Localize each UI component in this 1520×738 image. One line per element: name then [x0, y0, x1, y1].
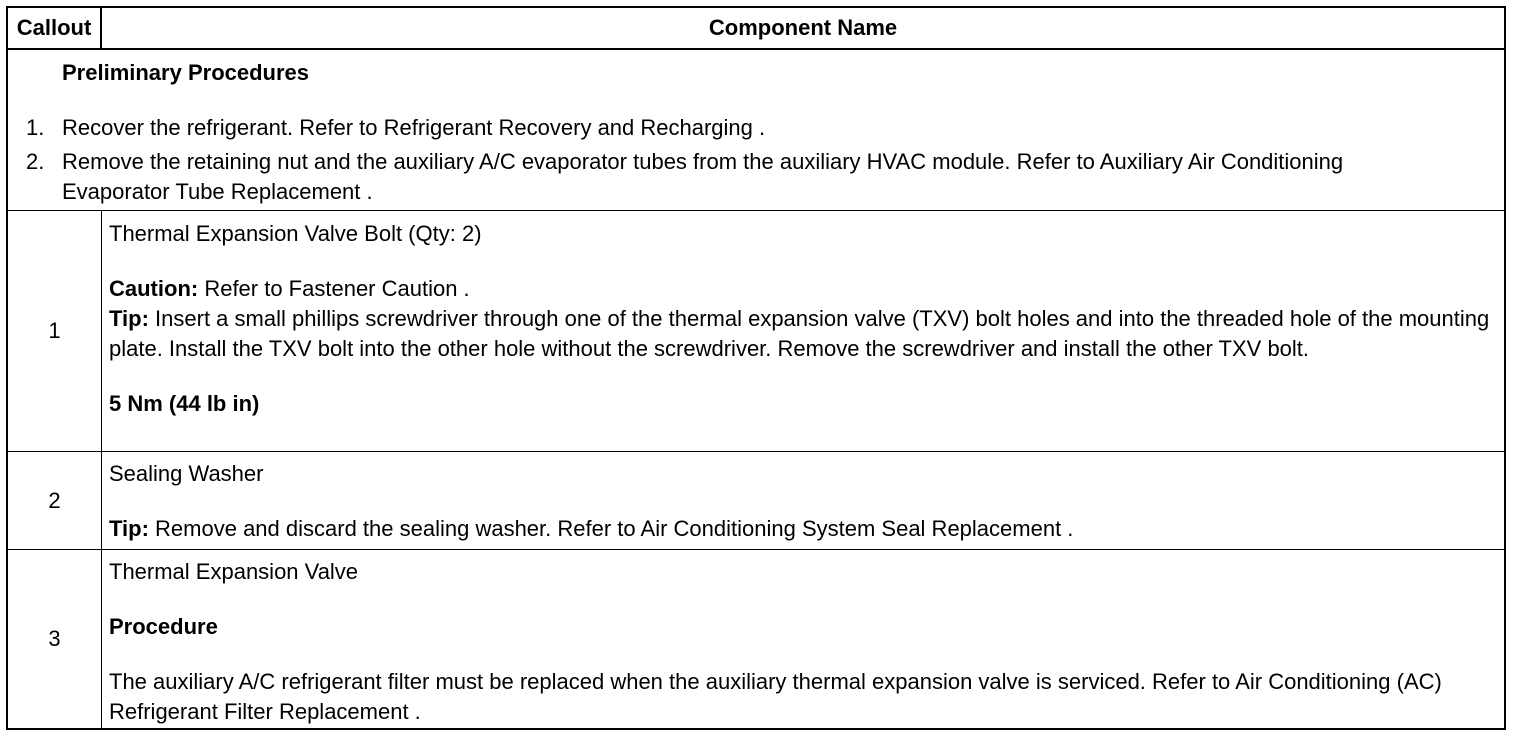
procedure-label: Procedure [109, 614, 218, 639]
component-cell [102, 452, 1504, 549]
callout-column-header: Callout [8, 8, 102, 48]
component-cell [102, 550, 1504, 728]
component-name: Thermal Expansion Valve Bolt (Qty: 2) [109, 221, 482, 246]
tip-text: Remove and discard the sealing washer. Refer to Air Conditioning System Seal Replacement . [148, 516, 1074, 541]
component-table [6, 6, 1506, 730]
component-name: Thermal Expansion Valve [109, 559, 359, 584]
tip-label: Tip: [109, 306, 149, 331]
procedure-text: The auxiliary A/C refrigerant filter must be replaced when the auxiliary thermal expansion valve is serviced. Refer to Air Conditioning (AC) Refrigerant Filter Replacement . [109, 669, 1442, 724]
preliminary-steps-list [8, 113, 1404, 207]
tip-label: Tip: [109, 516, 149, 541]
preliminary-step [8, 147, 1404, 207]
preliminary-procedures-row [8, 50, 1504, 211]
table-row [8, 452, 1504, 550]
component-cell [102, 211, 1504, 451]
torque-spec: 5 Nm (44 lb in) [109, 391, 260, 416]
tip-note [109, 514, 1498, 544]
callout-number: 1 [8, 211, 102, 451]
step-number: 2. [26, 149, 45, 174]
caution-label: Caution: [109, 276, 199, 301]
callout-number: 3 [8, 550, 102, 728]
step-text: Recover the refrigerant. Refer to Refrigerant Recovery and Recharging . [62, 115, 766, 140]
tip-note [109, 304, 1498, 364]
preliminary-procedures-heading: Preliminary Procedures [62, 60, 310, 85]
component-name: Sealing Washer [109, 461, 264, 486]
caution-note [109, 274, 1498, 304]
step-number: 1. [26, 115, 45, 140]
caution-text: Refer to Fastener Caution . [198, 276, 470, 301]
callout-number: 2 [8, 452, 102, 549]
table-row [8, 211, 1504, 452]
preliminary-step [8, 113, 1404, 143]
tip-text: Insert a small phillips screwdriver through one of the thermal expansion valve (TXV) bolt holes and into the threaded hole of the mounting plate. Install the TXV bolt into the other hole without the screwdriver. Remove the screwdriver and install the other TXV bolt. [109, 306, 1490, 361]
table-header [8, 8, 1504, 50]
step-text: Remove the retaining nut and the auxiliary A/C evaporator tubes from the auxiliary HVAC module. Refer to Auxiliary Air Conditioning Evaporator Tube Replacement . [62, 149, 1344, 204]
table-row [8, 550, 1504, 728]
component-name-column-header: Component Name [708, 15, 898, 40]
